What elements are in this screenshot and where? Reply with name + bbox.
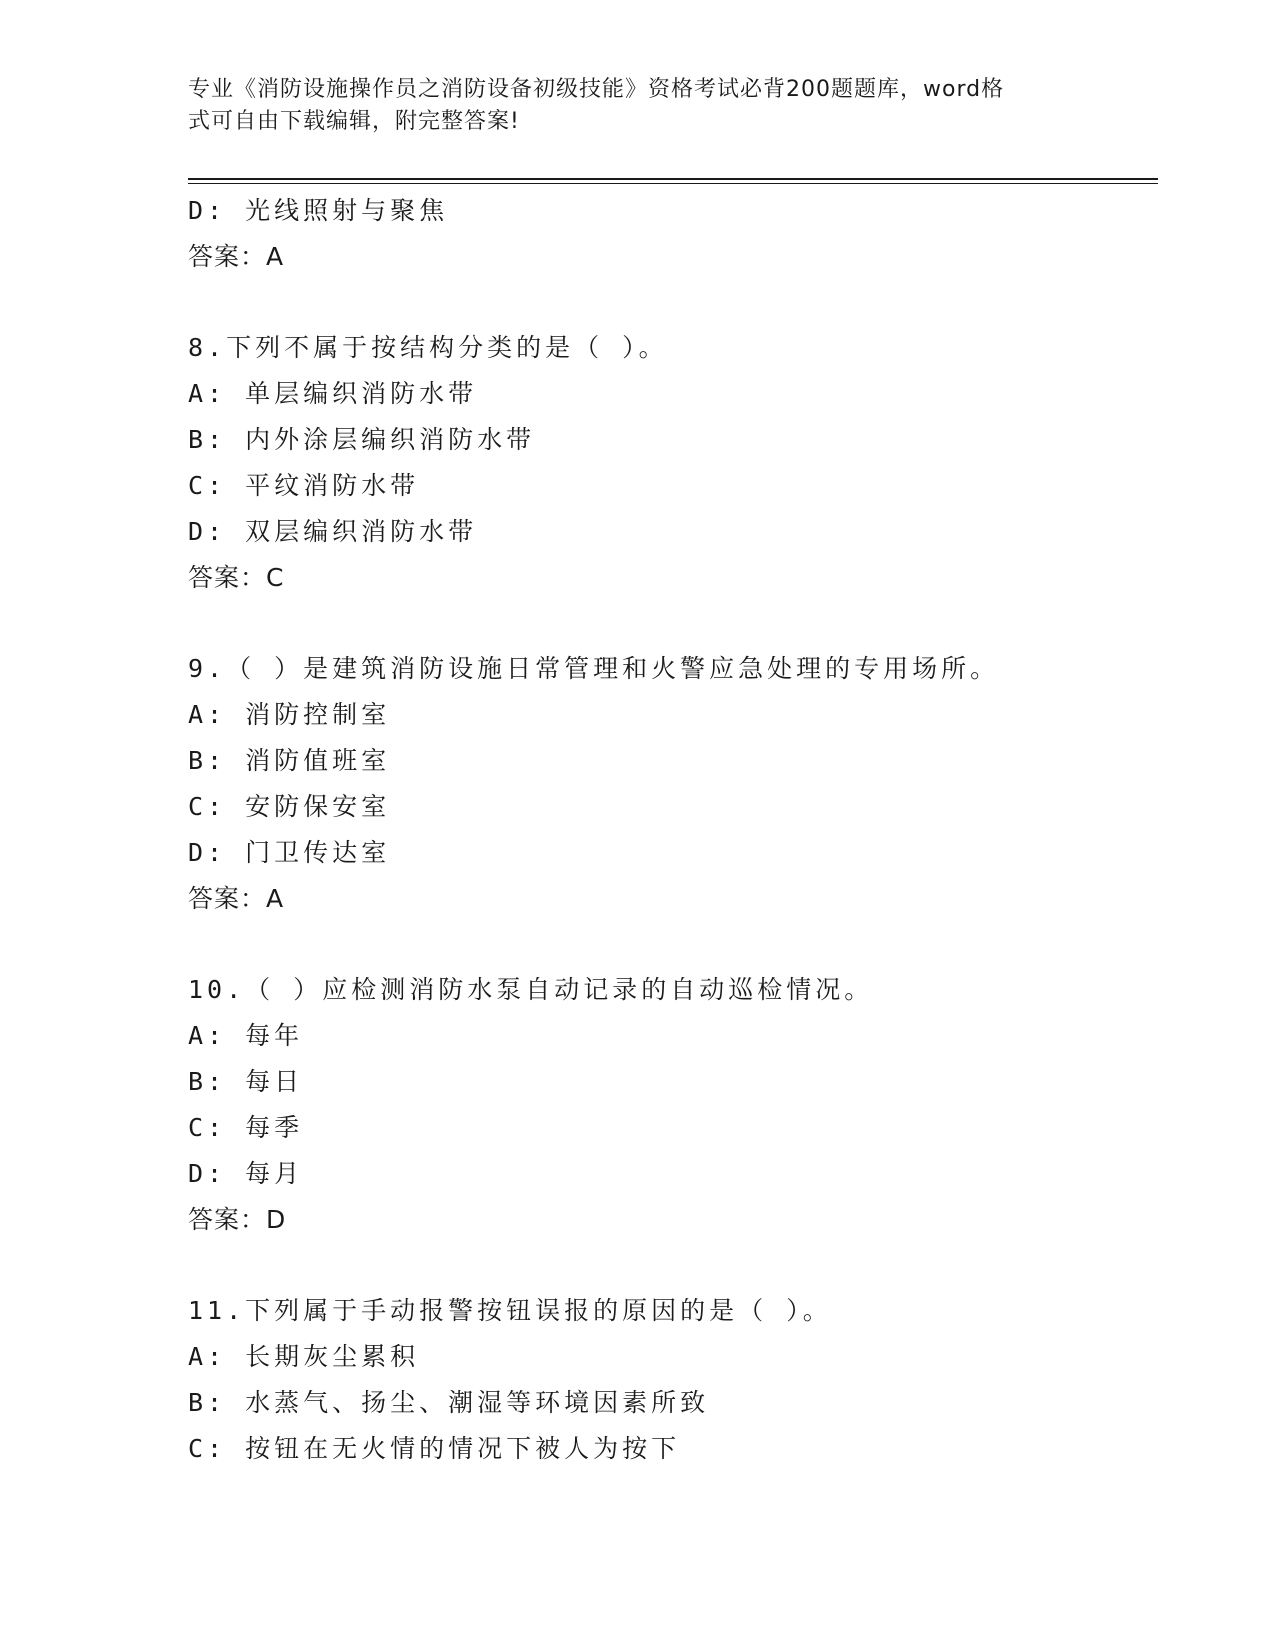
header-line-2: 式可自由下载编辑，附完整答案!	[188, 109, 520, 134]
question-list	[188, 188, 1148, 1472]
option-c: C: 按钮在无火情的情况下被人为按下	[188, 1434, 681, 1463]
option-a: A: 长期灰尘累积	[188, 1342, 420, 1371]
answer-text: 答案：C	[188, 563, 285, 592]
header-divider-thin	[188, 183, 1158, 184]
header-divider-thick	[188, 178, 1158, 180]
answer-text: 答案：A	[188, 242, 285, 271]
option-a: A: 消防控制室	[188, 700, 391, 729]
question-continued	[188, 188, 1148, 280]
question-stem: 10.（ ）应检测消防水泵自动记录的自动巡检情况。	[188, 975, 874, 1004]
question-8	[188, 325, 1148, 601]
question-11	[188, 1288, 1148, 1472]
spacer	[188, 601, 1148, 646]
question-stem: 9.（ ）是建筑消防设施日常管理和火警应急处理的专用场所。	[188, 654, 1000, 683]
option-d: D: 光线照射与聚焦	[188, 196, 449, 225]
spacer	[188, 1243, 1148, 1288]
spacer	[188, 922, 1148, 967]
question-9	[188, 646, 1148, 922]
option-d: D: 双层编织消防水带	[188, 517, 478, 546]
header-line-1: 专业《消防设施操作员之消防设备初级技能》资格考试必背200题题库，word格	[188, 77, 1005, 102]
question-stem: 11.下列属于手动报警按钮误报的原因的是（ ）。	[188, 1296, 832, 1325]
option-b: B: 内外涂层编织消防水带	[188, 425, 536, 454]
option-a: A: 单层编织消防水带	[188, 379, 478, 408]
option-b: B: 消防值班室	[188, 746, 391, 775]
option-d: D: 门卫传达室	[188, 838, 391, 867]
spacer	[188, 280, 1148, 325]
option-b: B: 每日	[188, 1067, 304, 1096]
question-stem: 8.下列不属于按结构分类的是（ ）。	[188, 333, 668, 362]
option-b: B: 水蒸气、扬尘、潮湿等环境因素所致	[188, 1388, 710, 1417]
option-c: C: 安防保安室	[188, 792, 391, 821]
answer-text: 答案：A	[188, 884, 285, 913]
option-c: C: 平纹消防水带	[188, 471, 420, 500]
option-c: C: 每季	[188, 1113, 304, 1142]
answer-text: 答案：D	[188, 1205, 287, 1234]
option-d: D: 每月	[188, 1159, 304, 1188]
option-a: A: 每年	[188, 1021, 304, 1050]
question-10	[188, 967, 1148, 1243]
document-header	[188, 74, 1088, 138]
